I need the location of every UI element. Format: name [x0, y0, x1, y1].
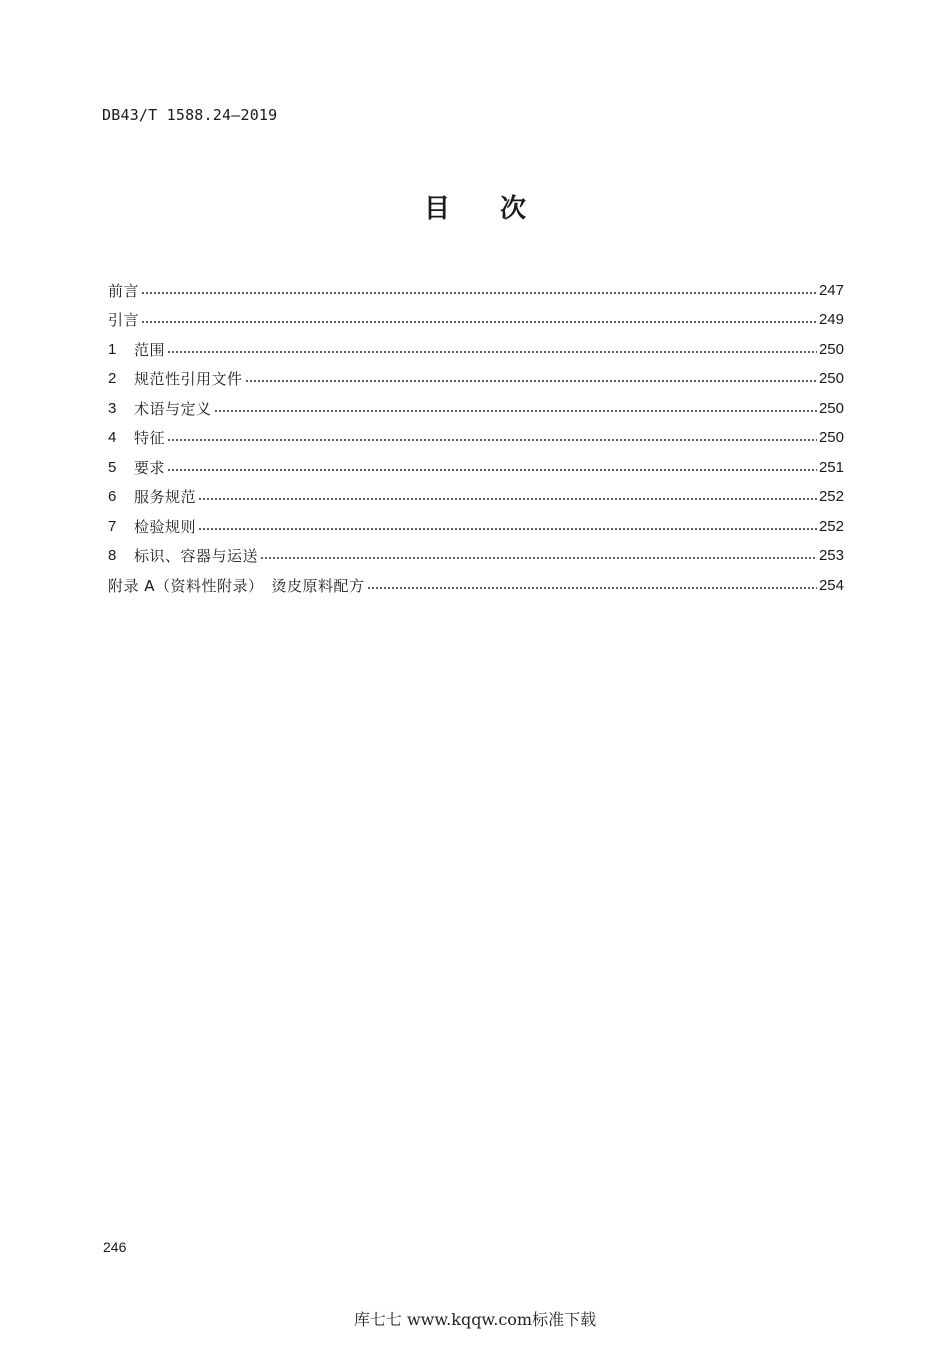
toc-leader-dots: [167, 437, 817, 443]
toc-entry-introduction[interactable]: [108, 300, 844, 330]
page-number: 246: [103, 1239, 127, 1255]
toc-entry-terms-definitions[interactable]: [108, 388, 844, 418]
toc-entry-requirements[interactable]: [108, 447, 844, 477]
toc-entry-label: 前言: [108, 281, 140, 300]
toc-entry-page: 250: [818, 429, 844, 446]
toc-entry-label: 术语与定义: [134, 399, 212, 418]
toc-entry-number: 8: [108, 547, 117, 564]
toc-leader-dots: [245, 378, 817, 384]
toc-entry-inspection-rules[interactable]: [108, 506, 844, 536]
toc-entry-foreword[interactable]: [108, 270, 844, 300]
toc-entry-number: 2: [108, 370, 117, 387]
toc-entry-label: 规范性引用文件: [134, 370, 243, 388]
toc-entry-page: 251: [818, 458, 844, 476]
toc-entry-label: 范围: [134, 340, 166, 359]
toc-entry-appendix-a[interactable]: [108, 565, 844, 595]
toc-entry-number: 5: [108, 458, 117, 476]
toc-entry-label: 要求: [134, 458, 166, 477]
toc-entry-label: 引言: [108, 311, 140, 329]
toc-entry-label: 服务规范: [134, 488, 197, 506]
toc-entry-page: 250: [818, 340, 844, 358]
watermark-text: 库七七 www.kqqw.com标准下载: [353, 1310, 597, 1329]
toc-leader-dots: [198, 526, 817, 532]
toc-entry-page: 250: [818, 399, 844, 417]
toc-title: [0, 188, 950, 225]
toc-entry-characteristics[interactable]: [108, 418, 844, 448]
toc-leader-dots: [141, 290, 817, 296]
toc-leader-dots: [198, 496, 817, 502]
toc-entry-page: 247: [818, 281, 844, 299]
toc-title-part2: 次: [500, 194, 527, 224]
table-of-contents: [108, 270, 844, 595]
toc-entry-page: 253: [818, 547, 844, 564]
toc-leader-dots: [167, 349, 817, 355]
toc-entry-label: 检验规则: [134, 517, 197, 536]
toc-entry-number: 3: [108, 399, 117, 417]
toc-entry-number: 1: [108, 340, 117, 358]
toc-entry-normative-references[interactable]: [108, 359, 844, 389]
standard-code: DB43/T 1588.24—2019: [102, 106, 278, 124]
toc-leader-dots: [260, 555, 817, 561]
toc-entry-number: 6: [108, 488, 117, 505]
toc-entry-label: 标识、容器与运送: [134, 547, 259, 565]
toc-entry-page: 252: [818, 517, 844, 535]
toc-entry-page: 249: [818, 311, 844, 328]
toc-entry-page: 252: [818, 488, 844, 505]
toc-entry-label: 附录 A（资料性附录） 烫皮原料配方: [108, 576, 365, 595]
toc-entry-number: 4: [108, 429, 117, 446]
toc-leader-dots: [167, 467, 817, 473]
toc-entry-number: 7: [108, 517, 117, 535]
toc-entry-scope[interactable]: [108, 329, 844, 359]
toc-leader-dots: [367, 585, 817, 591]
toc-entry-page: 250: [818, 370, 844, 387]
toc-entry-page: 254: [818, 576, 844, 594]
toc-entry-label: 特征: [134, 429, 166, 447]
toc-leader-dots: [214, 408, 817, 414]
toc-entry-marking-containers-transport[interactable]: [108, 536, 844, 566]
toc-entry-service-specification[interactable]: [108, 477, 844, 507]
toc-leader-dots: [141, 319, 817, 325]
toc-title-part1: 目: [423, 194, 450, 224]
